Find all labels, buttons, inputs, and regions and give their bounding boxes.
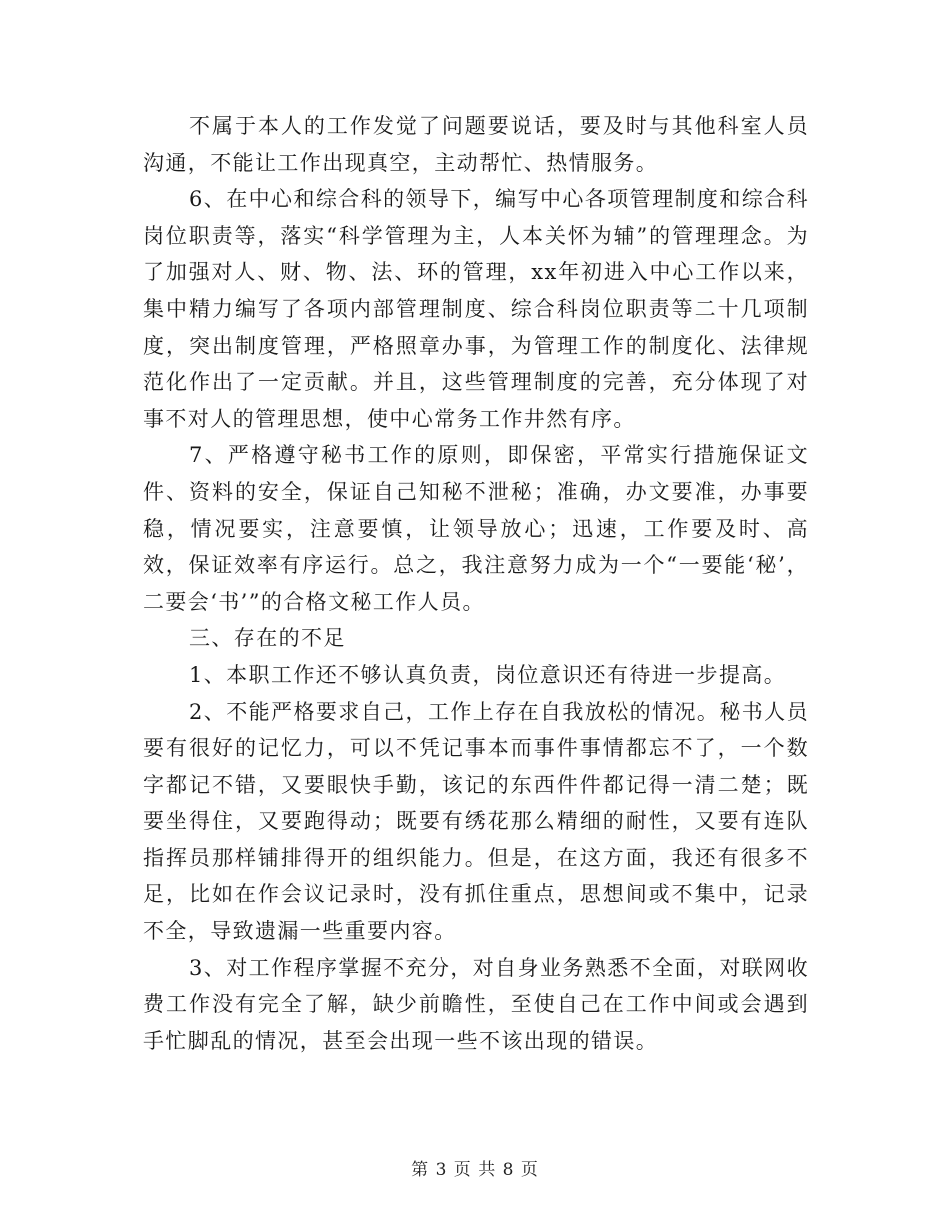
section-heading-shortcomings: 三、存在的不足 [189,626,346,651]
paragraph-shortcoming-1: 1、本职工作还不够认真负责，岗位意识还有待进一步提高。 [189,662,787,687]
paragraph-item-7: 7、严格遵守秘书工作的原则，即保密，平常实行措施保证文件、资料的安全，保证自己知秘不泄秘；准确，办文要准，办事要稳，情况要实，注意要慎，让领导放心；迅速，工作要及时、高效，保证效率有序运行。总之，我注意努力成为一个“一要能‘秘’，二要会‘书’”的合格文秘工作人员。 [143,443,809,614]
document-body [143,108,809,1059]
paragraph-continuation: 不属于本人的工作发觉了问题要说话，要及时与其他科室人员沟通，不能让工作出现真空，主动帮忙、热情服务。 [143,114,809,175]
page-number-footer: 第 3 页 共 8 页 [411,1160,539,1180]
paragraph-shortcoming-3: 3、对工作程序掌握不充分，对自身业务熟悉不全面，对联网收费工作没有完全了解，缺少前瞻性，至使自己在工作中间或会遇到手忙脚乱的情况，甚至会出现一些不该出现的错误。 [143,955,809,1053]
paragraph-item-6: 6、在中心和综合科的领导下，编写中心各项管理制度和综合科岗位职责等，落实“科学管理为主，人本关怀为辅”的管理理念。为了加强对人、财、物、法、环的管理，xx年初进入中心工作以来，集中精力编写了各项内部管理制度、综合科岗位职责等二十几项制度，突出制度管理，严格照章办事，为管理工作的制度化、法律规范化作出了一定贡献。并且，这些管理制度的完善，充分体现了对事不对人的管理思想，使中心常务工作井然有序。 [143,187,809,431]
paragraph-shortcoming-2: 2、不能严格要求自己，工作上存在自我放松的情况。秘书人员要有很好的记忆力，可以不凭记事本而事件事情都忘不了，一个数字都记不错，又要眼快手勤，该记的东西件件都记得一清二楚；既要坐得住，又要跑得动；既要有绣花那么精细的耐性，又要有连队指挥员那样铺排得开的组织能力。但是，在这方面，我还有很多不足，比如在作会议记录时，没有抓住重点，思想间或不集中，记录不全，导致遗漏一些重要内容。 [143,699,809,944]
